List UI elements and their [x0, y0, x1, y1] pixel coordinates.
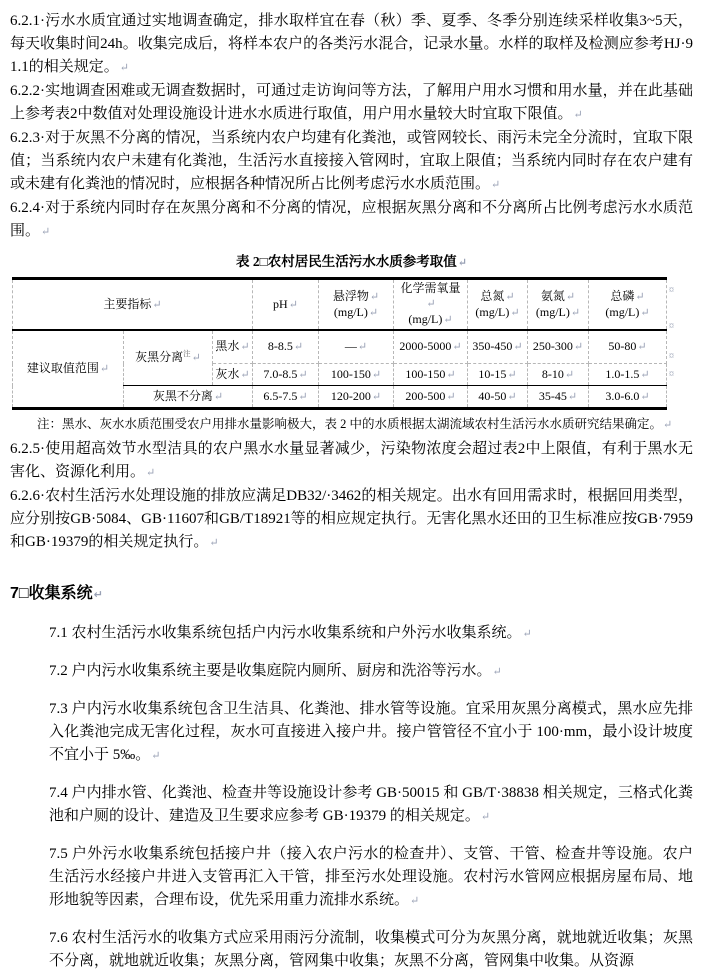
cell-graywater-ph: [253, 364, 319, 386]
cell-mark-icon: ↵: [240, 368, 250, 381]
table-2-title: [10, 250, 693, 270]
cell-mark-icon: ↵: [640, 390, 650, 403]
paragraph-mark-icon: ↵: [119, 62, 129, 74]
cell-group-label: [13, 330, 124, 409]
clause-7-4: [49, 782, 693, 829]
cell-mark-icon: ↵: [564, 368, 575, 381]
cell-blackwater-nh3n: [528, 330, 589, 364]
cell-mixed-nh3n: [528, 386, 589, 409]
clause-6-2-4: [10, 197, 693, 244]
header-unit: (mg/L): [535, 304, 570, 319]
cell-mark-icon: ↵: [426, 298, 436, 310]
clause-text: 7.4 户内排水管、化粪池、检查井等设施设计参考 GB·50015 和 GB/T·38838 相关规定，三格式化粪池和户厕的设计、建造及卫生要求应参考 GB·19379 的相关规定。: [49, 785, 693, 824]
cell-mark-icon: ↵: [573, 341, 584, 353]
cell-blackwater-ss: [319, 330, 394, 364]
note-text: 黑水、灰水水质范围受农户用排水量影响极大，表 2 中的水质根据太湖流域农村生活污水水质研究结果确定。: [62, 417, 663, 431]
cell-text: 1.0-1.5: [605, 366, 640, 381]
cell-mark-icon: ↵: [513, 341, 523, 353]
table-title-text: 表 2□农村居民生活污水水质参考取值: [236, 254, 457, 269]
cell-text: 8-10: [541, 366, 564, 381]
section-7-body: [10, 622, 693, 973]
cell-mark-icon: ↵: [99, 363, 110, 375]
cell-text: 40-50: [478, 388, 507, 403]
clause-7-2: [49, 660, 693, 684]
end-of-row-mark-icon: ¤: [669, 321, 674, 332]
cell-mark-icon: ↵: [452, 341, 462, 353]
paragraph-mark-icon: ↵: [491, 179, 501, 191]
cell-mark-icon: ↵: [507, 368, 517, 381]
header-unit: (mg/L): [333, 304, 368, 319]
clause-6-2-6: [10, 485, 693, 555]
paragraph-mark-icon: ↵: [492, 666, 502, 678]
cell-mark-icon: ↵: [565, 290, 576, 303]
cell-text: 10-15: [478, 366, 507, 381]
cell-mark-icon: ↵: [357, 341, 368, 353]
header-text: 氨氮: [540, 288, 565, 303]
cell-mark-icon: ↵: [505, 290, 515, 303]
cell-text: 250-300: [532, 339, 573, 353]
clause-6-2-3: [10, 127, 693, 197]
paragraph-mark-icon: ↵: [457, 257, 467, 269]
clause-text: 7.5 户外污水收集系统包括接户井（接入农户污水的检查井）、支管、干管、检查井等设施。农户生活污水经接户井进入支管再汇入干管，排至污水处理设施。农村污水管网应根据房屋布局、地形地貌等因素，合理布设，优先采用重力流排水系统。: [49, 846, 693, 908]
clause-6-2-5: [10, 438, 693, 485]
cell-mark-icon: ↵: [288, 298, 298, 311]
cell-mark-icon: ↵: [567, 390, 578, 403]
paragraph-mark-icon: ↵: [209, 537, 219, 549]
cell-graywater-nh3n: [528, 364, 589, 386]
cell-text: 350-450: [472, 339, 513, 353]
clause-text: 6.2.4·对于系统内同时存在灰黑分离和不分离的情况，应根据灰黑分离和不分离所占比例考虑污水水质范围。: [10, 200, 693, 239]
cell-graywater-tp: [589, 364, 667, 386]
end-of-row-mark-icon: ¤: [669, 351, 674, 362]
clause-text: 6.2.2·实地调查困难或无调查数据时，可通过走访询问等方法，了解用户用水习惯和用水量，并在此基础上参考表2中数值对处理设施设计进水水质进行取值，用户用水量较大时宜取下限值。: [10, 83, 693, 122]
cell-text: 100-150: [330, 366, 371, 381]
cell-mark-icon: ↵: [446, 368, 456, 381]
cell-text: 黑水: [215, 339, 240, 353]
header-main-indicator: [13, 279, 253, 331]
cell-mixed-label: [124, 386, 253, 409]
cell-mark-icon: ↵: [570, 306, 581, 319]
cell-text: 100-150: [405, 366, 446, 381]
table-2-wrap: [12, 277, 674, 410]
paragraph-mark-icon: ↵: [522, 628, 532, 640]
cell-text: 35-45: [538, 388, 567, 403]
clause-text: 6.2.1·污水水质宜通过实地调查确定，排水取样宜在春（秋）季、夏季、冬季分别连续采样收集3~5天，每天收集时间24h。收集完成后，将样本农户的各类污水混合，记录水量。水样的取样及检测应参考HJ·91.1的相关规定。: [10, 13, 693, 75]
header-suspended-solids: [319, 279, 394, 331]
clause-text: 7.6 农村生活污水的收集方式应采用雨污分流制，收集模式可分为灰黑分离，就地就近收集；灰黑不分离，就地就近收集；灰黑分离，管网集中收集；灰黑不分离，管网集中收集。从资源: [49, 930, 693, 969]
cell-graywater-label: [213, 364, 253, 386]
header-ph: [253, 279, 319, 331]
clause-6-2-1: [10, 10, 693, 80]
heading-text: 7□收集系统: [10, 585, 93, 602]
header-ammonia-nitrogen: [528, 279, 589, 331]
header-text: 总磷: [610, 288, 635, 303]
clause-7-5: [49, 843, 693, 913]
clause-text: 6.2.3·对于灰黑不分离的情况，当系统内农户均建有化粪池，或管网较长、雨污未完全分流时，宜取下限值；当系统内农户未建有化粪池，生活污水直接接入管网时，宜取上限值；当系统内同时存在农户建有或未建有化粪池的情况时，应根据各种情况所占比例考虑污水水质范围。: [10, 130, 693, 192]
cell-text: 3.0-6.0: [605, 388, 640, 403]
cell-mark-icon: ↵: [298, 390, 308, 403]
header-unit: (mg/L): [475, 304, 510, 319]
cell-mark-icon: ↵: [240, 341, 250, 353]
cell-text: —: [344, 339, 357, 353]
clause-text: 6.2.6·农村生活污水处理设施的排放应满足DB32/·3462的相关规定。出水有回用需求时，根据回用类型，应分别按GB·5084、GB·11607和GB/T18921等的相应规定执行。无害化黑水还田的卫生标准应按GB·7959和GB·19379的相关规定执行。: [10, 488, 693, 550]
paragraph-mark-icon: ↵: [146, 467, 156, 479]
paragraph-mark-icon: ↵: [480, 811, 491, 823]
cell-graywater-tn: [468, 364, 528, 386]
cell-blackwater-label: [213, 330, 253, 364]
note-label: 注：: [37, 417, 63, 431]
paragraph-mark-icon: ↵: [151, 750, 161, 762]
cell-text: 灰黑分离: [135, 350, 184, 364]
clause-6-2-2: [10, 80, 693, 127]
table-row-blackwater: [13, 330, 667, 364]
cell-text: 50-80: [608, 339, 637, 353]
cell-mixed-ss: [319, 386, 394, 409]
table-header-row: [13, 279, 667, 331]
cell-text: 6.5-7.5: [263, 388, 298, 403]
header-text: 化学需氧量: [400, 281, 461, 295]
clause-text: 7.3 户内污水收集系统包含卫生洁具、化粪池、排水管等设施。宜采用灰黑分离模式，黑水应先排入化粪池完成无害化过程，灰水可直接进入接户井。接户管管径不宜小于 100·mm，最小设计坡度不宜小于 5‰。: [49, 701, 693, 763]
clause-7-6: [49, 927, 693, 973]
cell-text: 8-8.5: [267, 339, 293, 353]
cell-blackwater-cod: [394, 330, 468, 364]
header-text: pH: [273, 296, 288, 311]
section-7-heading: [10, 580, 693, 603]
paragraph-mark-icon: ↵: [663, 419, 673, 431]
cell-mark-icon: ↵: [371, 390, 382, 403]
cell-graywater-cod: [394, 364, 468, 386]
cell-blackwater-tp: [589, 330, 667, 364]
clause-text: 7.1 农村生活污水收集系统包括户内污水收集系统和户外污水收集系统。: [49, 625, 522, 641]
header-text: 总氮: [480, 288, 505, 303]
cell-mark-icon: ↵: [635, 290, 645, 303]
end-of-row-mark-icon: ¤: [669, 285, 674, 296]
cell-mark-icon: ↵: [507, 390, 517, 403]
header-unit: (mg/L): [605, 304, 640, 319]
cell-mixed-cod: [394, 386, 468, 409]
paragraph-mark-icon: ↵: [41, 226, 51, 238]
cell-mark-icon: ↵: [213, 390, 224, 403]
header-unit: (mg/L): [408, 312, 443, 326]
header-text: 悬浮物: [332, 288, 369, 303]
cell-blackwater-tn: [468, 330, 528, 364]
cell-mark-icon: ↵: [640, 368, 650, 381]
cell-text: 7.0-8.5: [263, 366, 298, 381]
cell-separated-label: [124, 330, 213, 386]
cell-mark-icon: ↵: [293, 341, 304, 353]
clause-text: 7.2 户内污水收集系统主要是收集庭院内厕所、厨房和洗浴等污水。: [49, 663, 492, 679]
clause-7-3: [49, 698, 693, 768]
cell-text: 120-200: [330, 388, 371, 403]
table-note: [37, 414, 697, 435]
cell-mark-icon: ↵: [369, 290, 380, 303]
cell-mark-icon: ↵: [443, 314, 453, 326]
cell-mark-icon: ↵: [368, 306, 379, 319]
table-2: [12, 277, 667, 410]
cell-mixed-tn: [468, 386, 528, 409]
header-total-nitrogen: [468, 279, 528, 331]
cell-mark-icon: ↵: [191, 352, 201, 364]
cell-text: 建议取值范围: [26, 361, 99, 375]
cell-text: 灰水: [215, 366, 240, 381]
paragraph-mark-icon: ↵: [410, 895, 420, 907]
cell-mark-icon: ↵: [446, 390, 456, 403]
clause-text: 6.2.5·使用超高效节水型洁具的农户黑水水量显著减少，污染物浓度会超过表2中上限值，有利于黑水无害化、资源化利用。: [10, 441, 693, 480]
cell-mark-icon: ↵: [510, 306, 520, 319]
header-text: 主要指标: [103, 296, 152, 311]
cell-text: 灰黑不分离: [152, 388, 213, 403]
cell-mark-icon: ↵: [640, 306, 650, 319]
cell-mark-icon: ↵: [371, 368, 382, 381]
cell-mark-icon: ↵: [637, 341, 647, 353]
cell-mark-icon: ↵: [152, 298, 162, 311]
paragraph-mark-icon: ↵: [573, 109, 583, 121]
cell-graywater-ss: [319, 364, 394, 386]
cell-text: 200-500: [405, 388, 446, 403]
header-cod: [394, 279, 468, 331]
end-of-row-mark-icon: ¤: [669, 369, 674, 380]
cell-mixed-ph: [253, 386, 319, 409]
header-total-phosphorus: [589, 279, 667, 331]
cell-mark-icon: ↵: [298, 368, 308, 381]
note-superscript: 注: [183, 349, 191, 358]
cell-text: 2000-5000: [399, 339, 452, 353]
cell-blackwater-ph: [253, 330, 319, 364]
clause-7-1: [49, 622, 693, 646]
cell-mixed-tp: [589, 386, 667, 409]
paragraph-mark-icon: ↵: [93, 589, 103, 601]
